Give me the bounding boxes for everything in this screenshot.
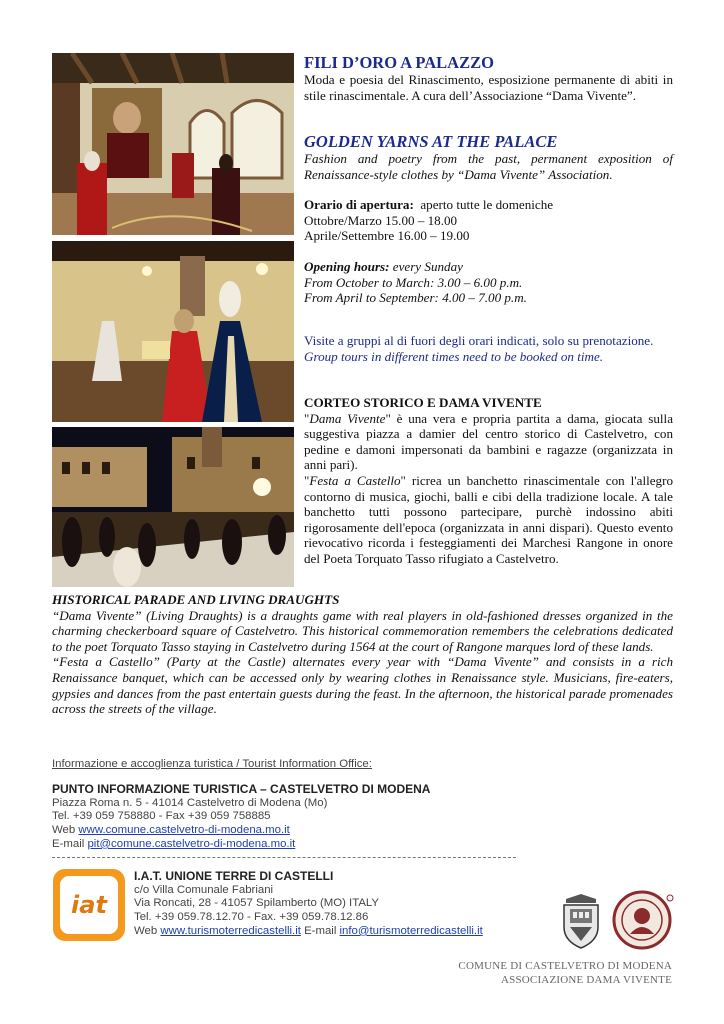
orario-label: Orario di apertura: (304, 197, 414, 212)
divider (52, 857, 516, 858)
festa-text: ricrea un banchetto rinascimentale con l'allegro contorno di musica, giochi, balli e cibi della tradizione locale. A tale banchetto tutti possono partecipare, purchè indossino abiti rigorosamente dell'epoca (organizzata in anni dispari). Questo evento rievocativo ricorda i festeggiamenti dei Marchesi Rangone in onore del Poeta Torquato Tasso rifugiato a Castelvetro. (304, 472, 673, 566)
office2-mail-link[interactable]: info@turismoterredicastelli.it (339, 924, 483, 937)
groups-it: Visite a gruppi al di fuori degli orari indicati, solo su prenotazione. (304, 333, 654, 348)
dama-text: è una vera e propria partita a dama, giocata sulla suggestiva piazza a damier del centro storico di Castelvetro, con pedine e damoni impersonati da bambini e ragazze (organizzata in anni pari). (304, 410, 674, 473)
office1-mail-label: E-mail (52, 837, 88, 850)
photo-night-square-banquet (52, 427, 294, 587)
office1-web-label: Web (52, 824, 79, 837)
office2-tel: Tel. +39 059.78.12.70 - Fax. +39 059.78.12.86 (134, 911, 369, 924)
footer (458, 959, 672, 987)
footer-line1: COMUNE DI CASTELVETRO DI MODENA (458, 960, 672, 972)
photo-renaissance-dresses (52, 241, 294, 422)
office2-block (134, 870, 534, 939)
office2-name: I.A.T. UNIONE TERRE DI CASTELLI (134, 869, 334, 883)
office1-name: PUNTO INFORMAZIONE TURISTICA – CASTELVETRO DI MODENA (52, 782, 431, 796)
parade-title: HISTORICAL PARADE AND LIVING DRAUGHTS (52, 592, 340, 607)
office1-mail-link[interactable]: pit@comune.castelvetro-di-modena.mo.it (87, 837, 296, 850)
parade-p2: “Festa a Castello” (Party at the Castle) alternates every year with “Dama Vivente” and consists in a rich Renaissance banquet, which can be accessed only by wearing clothes in Renaissance style. Musicians, fire-eaters, gypsies and dances from the past entertain guests during the feast. In the afternoon, the historical parade promenades across the streets of the village. (52, 654, 673, 717)
office2-mail-label: E-mail (300, 924, 340, 937)
festa-name: Festa a Castello (309, 472, 401, 488)
office2-line2: Via Roncati, 28 - 41057 Spilamberto (MO) ITALY (134, 897, 380, 910)
en-description: Fashion and poetry from the past, permanent exposition of Renaissance-style clothes by “Dama Vivente” Association. (304, 151, 673, 182)
orario-l2: Aprile/Settembre 16.00 – 19.00 (304, 228, 470, 244)
office2-web-line (134, 925, 534, 939)
iat-logo (53, 869, 125, 941)
dama-name: Dama Vivente (309, 410, 386, 426)
office1-web-line (52, 824, 532, 838)
opening-section (304, 259, 673, 306)
info-heading: Informazione e accoglienza turistica / Tourist Information Office: (52, 758, 372, 770)
office1-tel: Tel. +39 059 758880 - Fax +39 059 758885 (52, 810, 271, 823)
office2-line1: c/o Villa Comunale Fabriani (134, 883, 274, 896)
opening-l2: From April to September: 4.00 – 7.00 p.m. (304, 290, 527, 306)
parade-section (52, 592, 673, 717)
festa-paragraph: "Festa a Castello" ricrea un banchetto rinascimentale con l'allegro contorno di musica, giochi, balli e cibi della tradizione locale. A tale banchetto tutti possono partecipare, purchè indossino abiti rigorosamente dell'epoca (organizzata in anni dispari). Questo evento rievocativo ricorda i festeggiamenti dei Marchesi Rangone in onore del Poeta Torquato Tasso rifugiato a Castelvetro. (304, 472, 673, 566)
corteo-title: CORTEO STORICO E DAMA VIVENTE (304, 395, 542, 410)
en-title: GOLDEN YARNS AT THE PALACE (304, 132, 558, 151)
en-section (304, 132, 673, 182)
dama-vivente-seal-icon (611, 890, 675, 950)
orario-section (304, 197, 673, 244)
office1-mail-line (52, 838, 532, 852)
opening-value: every Sunday (392, 259, 463, 274)
opening-l1: From October to March: 3.00 – 6.00 p.m. (304, 274, 523, 290)
dama-paragraph: "Dama Vivente" è una vera e propria partita a dama, giocata sulla suggestiva piazza a damier del centro storico di Castelvetro, con pedine e damoni impersonati da bambini e ragazze (organizzata in anni pari). (304, 410, 674, 473)
opening-line (304, 259, 673, 275)
orario-value: aperto tutte le domeniche (420, 197, 554, 212)
groups-en: Group tours in different times need to be booked on time. (304, 348, 604, 364)
it-title: FILI D’ORO A PALAZZO (304, 53, 494, 72)
parade-p1: “Dama Vivente” (Living Draughts) is a draughts game with real players in old-fashioned dresses organized in the charming checkerboard square of Castelvetro. This historical commemoration remembers the celebrations dedicated to the poet Torquato Tasso staying in Castelvetro during 1564 at the court of Rangone marques lord of these lands. (52, 607, 673, 654)
office2-web-label: Web (134, 924, 161, 937)
opening-label: Opening hours: (304, 259, 390, 274)
office1-web-link[interactable]: www.comune.castelvetro-di-modena.mo.it (78, 824, 290, 837)
office1-address: Piazza Roma n. 5 - 41014 Castelvetro di Modena (Mo) (52, 796, 328, 809)
castelvetro-coat-of-arms-icon (558, 893, 604, 949)
photo-exhibition-room (52, 53, 294, 235)
groups-section (304, 333, 673, 364)
tourist-info-heading (52, 758, 532, 772)
iat-logo-text: iat (60, 876, 118, 934)
orario-line (304, 197, 673, 213)
office2-web-link[interactable]: www.turismoterredicastelli.it (160, 924, 301, 937)
orario-l1: Ottobre/Marzo 15.00 – 18.00 (304, 212, 458, 228)
corteo-section (304, 395, 673, 567)
it-description: Moda e poesia del Rinascimento, esposizione permanente di abiti in stile rinascimentale. A cura dell’Associazione “Dama Vivente”. (304, 72, 673, 103)
office1-block (52, 783, 532, 852)
footer-line2: ASSOCIAZIONE DAMA VIVENTE (500, 974, 672, 986)
right-column (304, 53, 673, 103)
